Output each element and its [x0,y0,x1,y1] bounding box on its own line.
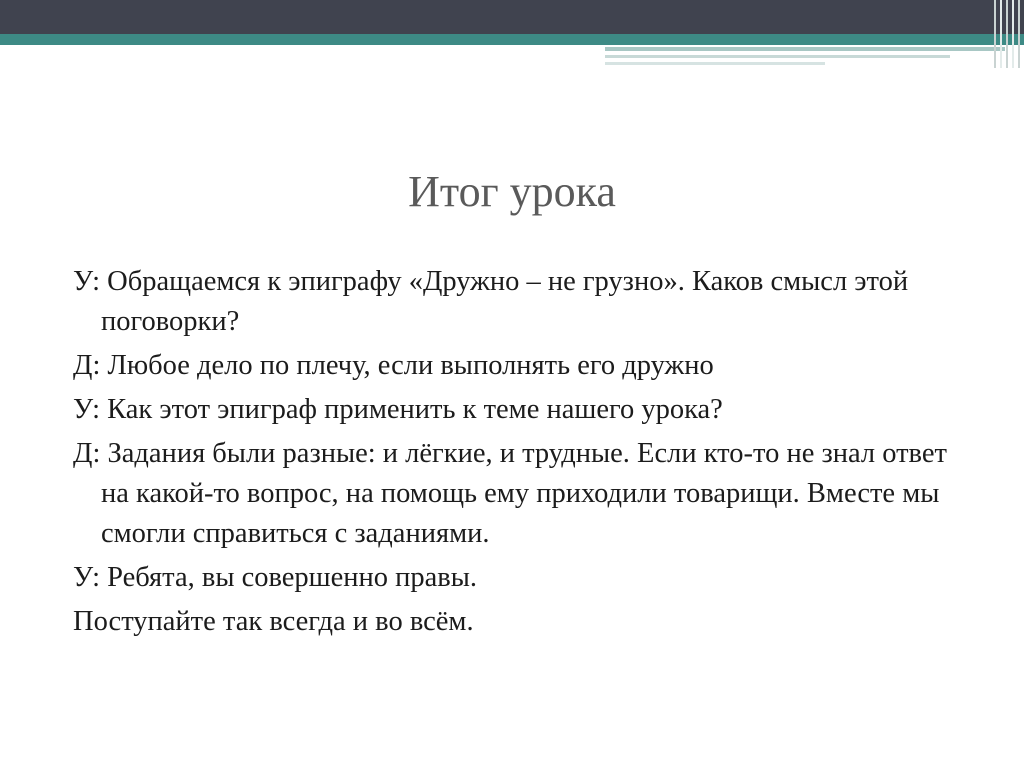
dialogue-line: Д: Задания были разные: и лёгкие, и трудные. Если кто-то не знал ответ на какой-то вопрос, на помощь ему приходили товарищи. Вместе мы смогли справиться с заданиями. [73,438,947,549]
header-band [0,0,1024,34]
decorative-vertical-line [1012,0,1014,68]
dialogue-line: У: Обращаемся к эпиграфу «Дружно – не грузно». Каков смысл этой поговорки? [73,266,909,337]
decorative-stripe [605,55,950,58]
decorative-vertical-line [1006,0,1008,68]
slide-title: Итог урока [408,167,616,216]
dialogue-line: У: Как этот эпиграф применить к теме нашего урока? [73,394,723,425]
decorative-stripe [605,62,825,65]
decorative-vertical-line [994,0,996,68]
decorative-vertical-line [1018,0,1020,68]
dialogue-line: Поступайте так всегда и во всём. [73,606,474,637]
slide-body [73,262,973,646]
decorative-vertical-line [1000,0,1002,68]
header-accent-band [0,34,1024,45]
dialogue-line: У: Ребята, вы совершенно правы. [73,562,478,593]
decorative-stripe [605,47,1005,51]
dialogue-line: Д: Любое дело по плечу, если выполнять его дружно [73,350,714,381]
